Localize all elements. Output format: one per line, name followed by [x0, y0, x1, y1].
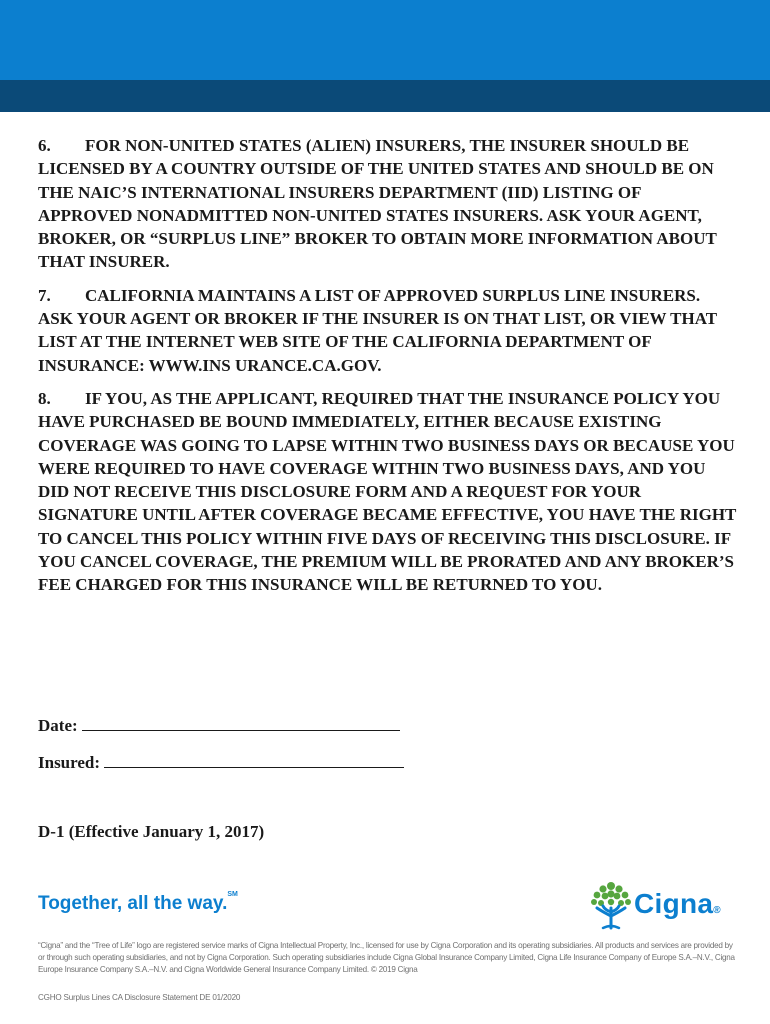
- header-band-navy: [0, 80, 770, 112]
- section-number: 6.: [38, 136, 51, 155]
- insured-input-line[interactable]: [104, 751, 404, 768]
- service-mark: SM: [227, 891, 238, 898]
- header-band-blue: [0, 0, 770, 80]
- registered-mark: ®: [713, 905, 721, 916]
- tagline: [38, 893, 238, 915]
- insured-field: [38, 751, 404, 773]
- section-7: [38, 284, 738, 377]
- date-input-line[interactable]: [82, 714, 400, 731]
- section-text: CALIFORNIA MAINTAINS A LIST OF APPROVED SURPLUS LINE INSURERS. ASK YOUR AGENT OR BROKER IF THE INSURER IS ON THAT LIST, OR VIEW THAT LIST AT THE INTERNET WEB SITE OF THE CALIFORNIA DEPARTMENT OF INSURANCE: WWW.INS URANCE.CA.GOV.: [38, 285, 717, 375]
- section-number: 8.: [38, 388, 51, 408]
- section-6: [38, 134, 738, 274]
- section-text: FOR NON-UNITED STATES (ALIEN) INSURERS, THE INSURER SHOULD BE LICENSED BY A COUNTRY OUTSIDE OF THE UNITED STATES AND SHOULD BE ON THE NAIC’S INTERNATIONAL INSURERS DEPARTMENT (IID) LISTING OF APPROVED NONADMITTED NON-UNITED STATES INSURERS. ASK YOUR AGENT, BROKER, OR “SURPLUS LINE” BROKER TO OBTAIN MORE INFORMATION ABOUT THAT INSURER.: [38, 136, 717, 272]
- disclosure-body: [38, 134, 738, 607]
- section-text: IF YOU, AS THE APPLICANT, REQUIRED THAT THE INSURANCE POLICY YOU HAVE PURCHASED BE BOUND IMMEDIATELY, EITHER BECAUSE EXISTING COVERAGE WAS GOING TO LAPSE WITHIN TWO BUSINESS DAYS OR BECAUSE YOU WERE REQUIRED TO HAVE COVERAGE WITHIN TWO BUSINESS DAYS, AND YOU DID NOT RECEIVE THIS DISCLOSURE FORM AND A REQUEST FOR YOUR SIGNATURE UNTIL AFTER COVERAGE BECAME EFFECTIVE, YOU HAVE THE RIGHT TO CANCEL THIS POLICY WITHIN FIVE DAYS OF RECEIVING THIS DISCLOSURE. IF YOU CANCEL COVERAGE, THE PREMIUM WILL BE PRORATED AND ANY BROKER’S FEE CHARGED FOR THIS INSURANCE WILL BE RETURNED TO YOU.: [38, 388, 737, 595]
- section-number: 7.: [38, 285, 51, 305]
- date-label: Date:: [38, 716, 78, 735]
- cigna-wordmark: [634, 888, 721, 920]
- section-8: [38, 387, 738, 597]
- form-id: D-1 (Effective January 1, 2017): [38, 822, 265, 841]
- legal-disclaimer: “Cigna” and the “Tree of Life” logo are registered service marks of Cigna Intellectual Property, Inc., licensed for use by Cigna Corporation and its operating subsidiaries. All products and services are provided by or through such operating subsidiaries, and not by Cigna Corporation. Such operating subsidiaries include Cigna Global Insurance Company Limited, Cigna Life Insurance Company of Europe S.A.–N.V., Cigna Europe Insurance Company S.A.–N.V. and Cigna Worldwide General Insurance Company Limited. © 2019 Cigna: [38, 941, 735, 974]
- date-field: [38, 714, 400, 736]
- footer-form-id: CGHO Surplus Lines CA Disclosure Statement DE 01/2020: [38, 993, 241, 1002]
- cigna-logo: [588, 880, 738, 932]
- insured-label: Insured:: [38, 753, 101, 772]
- tagline-text: Together, all the way.: [38, 893, 228, 914]
- wordmark-text: Cigna: [634, 888, 714, 919]
- tree-of-life-icon: [588, 880, 634, 932]
